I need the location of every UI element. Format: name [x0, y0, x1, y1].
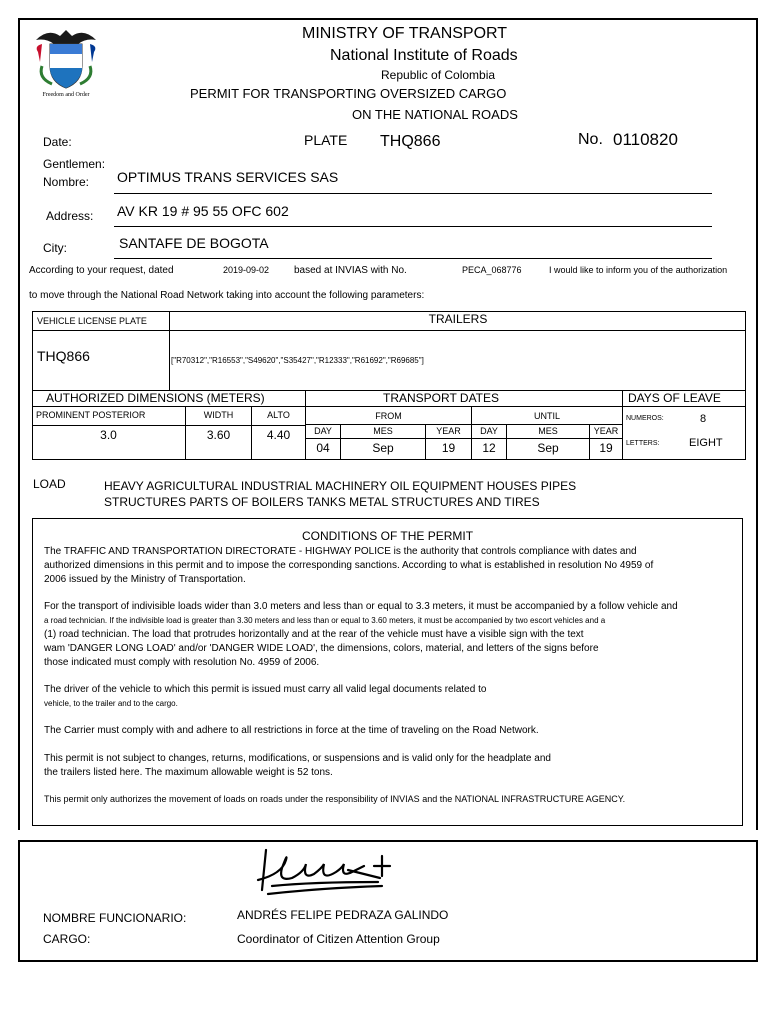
vehicle-plate-header: VEHICLE LICENSE PLATE	[37, 316, 147, 326]
load-line-2: STRUCTURES PARTS OF BOILERS TANKS METAL STRUCTURES AND TIRES	[104, 495, 540, 509]
nombre-value: OPTIMUS TRANS SERVICES SAS	[117, 169, 339, 185]
city-underline	[114, 258, 712, 259]
trailers-header: TRAILERS	[428, 312, 488, 326]
address-label: Address:	[46, 209, 94, 223]
conditions-p3-line-2: vehicle, to the trailer and to the cargo.	[44, 699, 178, 708]
conditions-p2-line-5: those indicated must comply with resolution No. 4959 of 2006.	[44, 657, 320, 668]
from-year-label: YEAR	[436, 426, 461, 436]
signature-image	[252, 842, 402, 900]
alto-header: ALTO	[267, 410, 290, 420]
conditions-p1-line-3: 2006 issued by the Ministry of Transportation.	[44, 574, 246, 585]
funcionario-value: ANDRÉS FELIPE PEDRAZA GALINDO	[237, 908, 449, 922]
gentlemen-label: Gentlemen:	[43, 157, 106, 171]
transport-dates-header: TRANSPORT DATES	[383, 391, 500, 405]
conditions-p2-line-2: a road technician. If the indivisible load is greater than 3.30 meters and less than or equal to 3.60 meters, it must be accompanied by two escort vehicles and a	[44, 616, 606, 625]
posterior-header: PROMINENT POSTERIOR	[36, 410, 146, 420]
until-day-label: DAY	[480, 426, 498, 436]
until-mes-label: MES	[538, 426, 558, 436]
alto-value: 4.40	[266, 428, 291, 442]
conditions-p2-line-1: For the transport of indivisible loads wider than 3.0 meters and less than or equal to 3.3 meters, it must be accompanied by a follow vehicle and	[44, 601, 678, 612]
from-day-value: 04	[316, 441, 330, 455]
republic-title: Republic of Colombia	[381, 68, 496, 82]
trailers-value: ["R70312","R16553","S49620","S35427","R12333","R61692","R69685"]	[171, 356, 424, 365]
date-label: Date:	[43, 135, 72, 149]
nombre-underline	[114, 193, 712, 194]
plate-value: THQ866	[380, 133, 441, 150]
conditions-p3-line-1: The driver of the vehicle to which this permit is issued must carry all valid legal documents related to	[44, 684, 487, 695]
permit-number-value: 0110820	[613, 130, 678, 149]
request-text-c: I would like to inform you of the authorization	[549, 265, 728, 275]
letters-value: EIGHT	[689, 437, 723, 449]
permit-title-line-1: PERMIT FOR TRANSPORTING OVERSIZED CARGO	[190, 86, 507, 101]
from-mes-label: MES	[373, 426, 393, 436]
from-day-label: DAY	[314, 426, 332, 436]
letters-label: LETTERS:	[626, 440, 660, 447]
conditions-p2-line-3: (1) road technician. The load that protrudes horizontally and at the rear of the vehicle must have a visible sign with the text	[44, 629, 584, 640]
from-label: FROM	[375, 411, 402, 421]
conditions-title: CONDITIONS OF THE PERMIT	[301, 529, 474, 543]
until-year-label: YEAR	[593, 426, 619, 436]
permit-title-line-2: ON THE NATIONAL ROADS	[352, 107, 518, 122]
request-text-d: to move through the National Road Network taking into account the following parameters:	[29, 290, 425, 301]
from-year-value: 19	[441, 441, 456, 455]
days-of-leave-header: DAYS OF LEAVE	[628, 391, 721, 405]
until-mes-value: Sep	[537, 441, 559, 455]
dimensions-header: AUTHORIZED DIMENSIONS (METERS)	[46, 391, 265, 405]
city-label: City:	[43, 241, 67, 255]
plate-label: PLATE	[304, 132, 348, 148]
conditions-p6: This permit only authorizes the movement of loads on roads under the responsibility of INVIAS and the NATIONAL INFRASTRUCTURE AGENCY.	[44, 794, 626, 804]
coat-motto: Freedom and Order	[42, 92, 90, 98]
conditions-p4: The Carrier must comply with and adhere to all restrictions in force at the time of traveling on the Road Network.	[44, 725, 539, 736]
conditions-p1-line-2: authorized dimensions in this permit and to impose the corresponding sanctions. According to what is established in resolution No 4959 of	[44, 560, 654, 571]
conditions-p2-line-4: wam 'DANGER LONG LOAD' and/or 'DANGER WIDE LOAD', the dimensions, colors, material, and letters of the signs before	[44, 643, 599, 654]
request-text-a: According to your request, dated	[29, 265, 174, 276]
nombre-label: Nombre:	[43, 175, 90, 189]
request-date: 2019-09-02	[223, 265, 270, 275]
width-header: WIDTH	[203, 410, 234, 420]
until-label: UNTIL	[533, 411, 560, 421]
until-day-value: 12	[482, 441, 496, 455]
numeros-label: NUMEROS:	[626, 415, 664, 422]
address-underline	[114, 226, 712, 227]
posterior-value: 3.0	[100, 428, 117, 442]
institute-title: National Institute of Roads	[330, 47, 518, 64]
cargo-value: Coordinator of Citizen Attention Group	[237, 932, 440, 946]
numeros-value: 8	[700, 413, 707, 425]
city-value: SANTAFE DE BOGOTA	[119, 235, 269, 251]
conditions-p5-line-2: the trailers listed here. The maximum allowable weight is 52 tons.	[44, 767, 333, 778]
funcionario-label: NOMBRE FUNCIONARIO:	[43, 911, 187, 925]
cargo-label: CARGO:	[43, 932, 91, 946]
address-value: AV KR 19 # 95 55 OFC 602	[117, 203, 289, 219]
vehicle-plate-value: THQ866	[37, 348, 90, 364]
width-value: 3.60	[206, 428, 231, 442]
load-label: LOAD	[33, 477, 66, 491]
request-text-b: based at INVIAS with No.	[294, 265, 407, 276]
until-year-value: 19	[599, 441, 613, 455]
coat-of-arms-icon	[30, 22, 102, 94]
load-line-1: HEAVY AGRICULTURAL INDUSTRIAL MACHINERY OIL EQUIPMENT HOUSES PIPES	[104, 479, 577, 493]
from-mes-value: Sep	[372, 441, 394, 455]
request-reference: PECA_068776	[462, 265, 522, 275]
permit-number-label: No.	[578, 131, 603, 148]
ministry-title: MINISTRY OF TRANSPORT	[302, 25, 508, 42]
conditions-p1-line-1: The TRAFFIC AND TRANSPORTATION DIRECTORATE - HIGHWAY POLICE is the authority that controls compliance with dates and	[44, 546, 637, 557]
conditions-p5-line-1: This permit is not subject to changes, returns, modifications, or suspensions and is valid only for the headplate and	[44, 753, 551, 764]
